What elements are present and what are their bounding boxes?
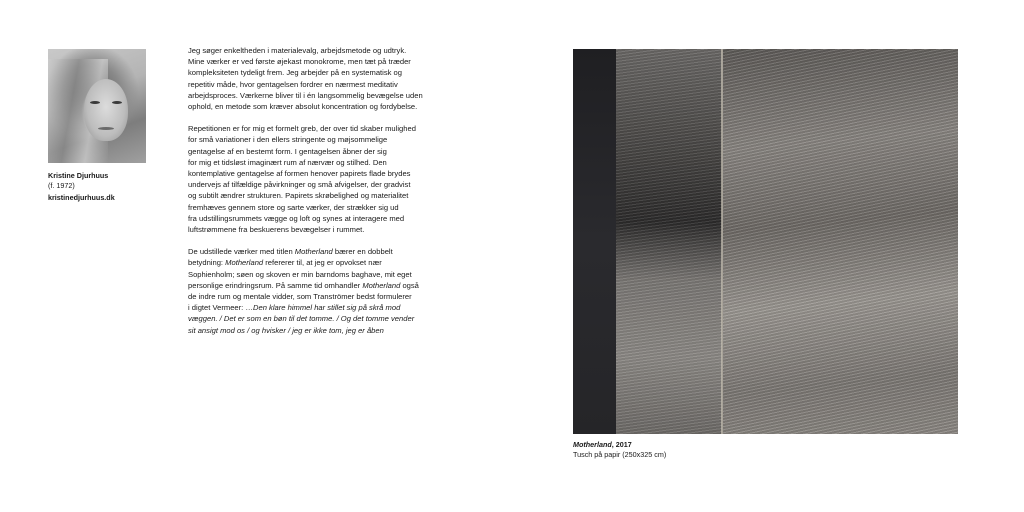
paragraph-3 — [188, 246, 458, 336]
artist-bio — [48, 171, 115, 203]
artwork-panel-middle — [616, 49, 722, 434]
paragraph-1: Jeg søger enkeltheden i materialevalg, arbejdsmetode og udtryk. Mine værker er ved første øjekast monokrome, men tæt på træder kompleksiteten tydeligt frem. Jeg arbejder på en systematisk og repetitiv måde, hvor gentagelsen fordrer en nærmest meditativ arbejdsproces. Værkerne bliver til i én langsommelig bevægelse uden ophold, en metode som kræver absolut koncentration og fordybelse. — [188, 46, 423, 112]
italic-text: Motherland — [294, 247, 333, 257]
artist-name: Kristine Djurhuus — [48, 171, 109, 180]
artwork-title-line — [573, 440, 666, 450]
artwork-panel-right — [723, 49, 958, 434]
artwork-title: Motherland — [573, 440, 612, 449]
text-segment: også de indre rum og mentale vidder, som Tranströmer bedst formulerer i digtet Vermeer: … — [188, 280, 419, 313]
artist-website[interactable]: kristinedjurhuus.dk — [48, 193, 115, 202]
text-segment: refererer til, at jeg er opvokset nær Sophienholm; søen og skoven er min barndoms baghave, mit eget personlige erindringsrum. På samme tid omhandler — [188, 258, 412, 290]
artwork-medium: Tusch på papir (250x325 cm) — [573, 449, 667, 459]
text-segment: De udstillede værker med titlen — [188, 247, 295, 257]
portrait-mouth — [98, 127, 114, 130]
artwork-panel-left — [573, 49, 616, 434]
italic-text: Motherland — [225, 258, 264, 268]
artist-birth-year: (f. 1972) — [48, 180, 75, 190]
statement-text — [188, 45, 458, 347]
artist-portrait — [48, 49, 146, 163]
portrait-face — [84, 79, 128, 141]
portrait-eye-right — [112, 101, 122, 104]
artwork-photo — [573, 49, 958, 434]
artwork-year: , 2017 — [611, 440, 632, 449]
portrait-eye-left — [90, 101, 100, 104]
artwork-caption — [573, 440, 666, 459]
italic-text: Motherland — [362, 280, 401, 290]
text-segment: bærer en dobbelt betydning: — [188, 247, 393, 268]
paragraph-2: Repetitionen er for mig et formelt greb, der over tid skaber mulighed for små variationer i den ellers stringente og møjsommelige gentagelse af en bestemt form. I gentagelsen åbner der sig for mig et tidsløst imaginært rum af nærvær og stilhed. Den kontemplative gentagelse af formen henover papirets flade brydes undervejs af tilfældige påvirkninger og små afvigelser, der gradvist og subtilt ændrer strukturen. Papirets skrøbelighed og materialitet fremhæves gennem store og sarte værker, der strækker sig ud fra udstillingsrummets vægge og loft og synes at interagere med luftstrømmene fra beskuerens bevægelser i rummet. — [188, 124, 416, 235]
italic-text: Den klare himmel har stillet sig på skrå mod væggen. / Det er som en bøn til det tomme. / Og det tomme vender sit ansigt mod os / og hvisker / jeg er ikke tom, jeg er åben — [188, 303, 415, 335]
